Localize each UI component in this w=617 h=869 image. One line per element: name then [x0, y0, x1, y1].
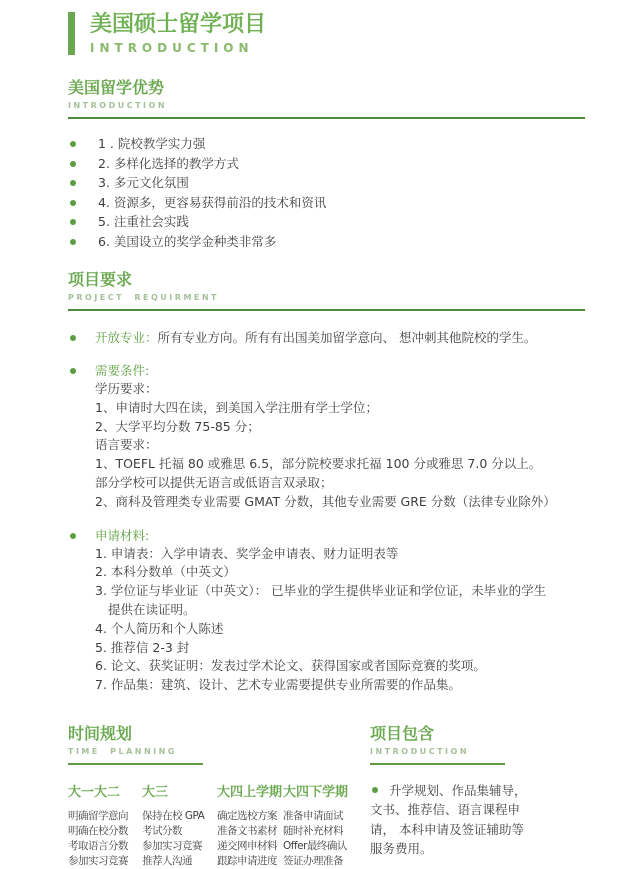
bullet-icon — [70, 161, 76, 167]
timeline-item: 考试分数 — [142, 824, 182, 837]
material-line: 4. 个人简历和个人陈述 — [95, 620, 224, 636]
timeline-item: 保持在校 GPA — [142, 809, 205, 822]
timeline-item: 考取语言分数 — [68, 839, 128, 852]
timeline-item: 参加实习竞赛 — [142, 839, 202, 852]
list-item — [68, 134, 585, 154]
list-item-text: 5. 注重社会实践 — [98, 214, 189, 229]
conditions-list — [95, 380, 585, 512]
timeline-column-header: 大三 — [142, 784, 169, 800]
timeline-item: Offer最终确认 — [283, 839, 347, 852]
list-item-text: 3. 多元文化氛围 — [98, 175, 189, 190]
section-includes — [370, 721, 585, 869]
section-subtitle: TIME PLANNING — [68, 746, 177, 756]
timeline-column — [68, 781, 142, 869]
materials-block — [68, 526, 585, 695]
list-item — [68, 173, 585, 193]
timeline-column-header: 大一大二 — [68, 784, 121, 800]
timeline-item: 明确留学意向 — [68, 809, 128, 822]
section-title: 项目要求 — [68, 270, 133, 289]
list-item-text: 2. 多样化选择的教学方式 — [98, 155, 239, 171]
list-item — [68, 212, 585, 232]
material-line: 1. 申请表：入学申请表、奖学金申请表、财力证明表等 — [95, 545, 399, 561]
timeline-item: 明确在校分数 — [68, 824, 128, 837]
section-requirements — [68, 267, 585, 695]
conditions-label: 需要条件: — [95, 363, 150, 378]
timeline-item: 准备文书素材 — [217, 824, 277, 837]
open-major-text: 所有专业方向。所有有出国美加留学意向、 想冲刺其他院校的学生。 — [157, 330, 537, 345]
section-subtitle: PROJECT REQUIRMENT — [68, 293, 220, 302]
timeline-item: 参加实习竞赛 — [68, 854, 128, 867]
material-line: 6. 论文、获奖证明：发表过学术论文、获得国家或者国际竞赛的奖项。 — [95, 658, 486, 674]
section-subtitle: INTRODUCTION — [370, 746, 470, 756]
material-line: 2. 本科分数单（中英文） — [95, 564, 236, 580]
open-major-label: 开放专业： — [95, 330, 158, 345]
bullet-icon — [70, 200, 76, 206]
bullet-icon — [372, 787, 378, 793]
bottom-area — [68, 721, 585, 869]
bullet-icon — [70, 141, 76, 147]
accent-bar — [68, 12, 75, 55]
open-major-row — [68, 328, 585, 347]
timeline-item: 签证办理准备 — [283, 854, 343, 867]
section-divider — [68, 763, 203, 765]
bullet-icon — [70, 533, 76, 539]
timeline-column-header: 大四上学期 — [217, 784, 283, 800]
list-item — [68, 193, 585, 213]
condition-line: 2、大学平均分数 75-85 分； — [95, 418, 260, 434]
section-title: 美国留学优势 — [68, 78, 165, 97]
conditions-block — [68, 361, 585, 512]
main-header — [68, 12, 585, 55]
timeline-column — [217, 781, 283, 869]
timeline-item: 随时补充材料 — [283, 824, 343, 837]
material-line: 3. 学位证与毕业证（中英文）： 已毕业的学生提供毕业证和学位证，未毕业的学生 — [95, 583, 547, 599]
bullet-icon — [70, 335, 76, 341]
condition-line: 部分学校可以提供无语言或低语言双录取； — [95, 474, 333, 490]
section-title: 项目包含 — [370, 723, 435, 743]
material-line: 7. 作品集：建筑、设计、艺术专业需要提供专业所需要的作品集。 — [95, 677, 461, 693]
section-title: 时间规划 — [68, 723, 133, 743]
bullet-icon — [70, 180, 76, 186]
bullet-icon — [70, 239, 76, 245]
timeline-item: 递交网申材料 — [217, 839, 277, 852]
list-item — [68, 154, 585, 174]
materials-label: 申请材料: — [95, 527, 150, 543]
list-item-text: 1 . 院校教学实力强 — [98, 136, 206, 151]
timeline-item: 确定选校方案 — [217, 809, 277, 822]
section-subtitle: INTRODUCTION — [68, 101, 168, 110]
list-item — [68, 232, 585, 252]
list-item-text: 6. 美国设立的奖学金种类非常多 — [98, 233, 277, 249]
condition-line: 1、TOEFL 托福 80 或雅思 6.5，部分院校要求托福 100 分或雅思 7.0 分以上。 — [95, 456, 542, 472]
section-divider — [68, 309, 585, 311]
material-line: 提供在读证明。 — [108, 601, 196, 617]
bullet-icon — [70, 219, 76, 225]
condition-line: 1、申请时大四在读，到美国入学注册有学士学位； — [95, 399, 378, 415]
page-title: 美国硕士留学项目 — [90, 12, 267, 37]
advantages-list — [68, 134, 585, 251]
page-subtitle: INTRODUCTION — [90, 41, 254, 55]
timeline-column-header: 大四下学期 — [283, 784, 349, 800]
condition-line: 2、商科及管理类专业需要 GMAT 分数，其他专业需要 GRE 分数（法律专业除外） — [95, 493, 556, 509]
timeline-item: 推荐人沟通 — [142, 854, 192, 867]
section-timeline — [68, 721, 370, 869]
timeline-column — [283, 781, 370, 869]
condition-line: 学历要求： — [95, 381, 158, 396]
section-divider — [68, 117, 585, 119]
section-advantages — [68, 75, 585, 251]
timeline-item: 跟踪申请进度 — [217, 854, 277, 867]
includes-text: 升学规划、作品集辅导，文书、推荐信、语言课程申请， 本科申请及签证辅助等服务费用。 — [370, 782, 527, 857]
material-line: 5. 推荐信 2-3 封 — [95, 639, 190, 655]
includes-paragraph — [370, 781, 530, 859]
condition-line: 语言要求： — [95, 437, 158, 453]
timeline-item: 准备申请面试 — [283, 809, 343, 822]
timeline-columns — [68, 781, 370, 869]
section-divider — [370, 763, 505, 765]
timeline-column — [142, 781, 217, 869]
bullet-icon — [70, 368, 76, 374]
list-item-text: 4. 资源多，更容易获得前沿的技术和资讯 — [98, 194, 327, 210]
materials-list — [95, 545, 585, 695]
